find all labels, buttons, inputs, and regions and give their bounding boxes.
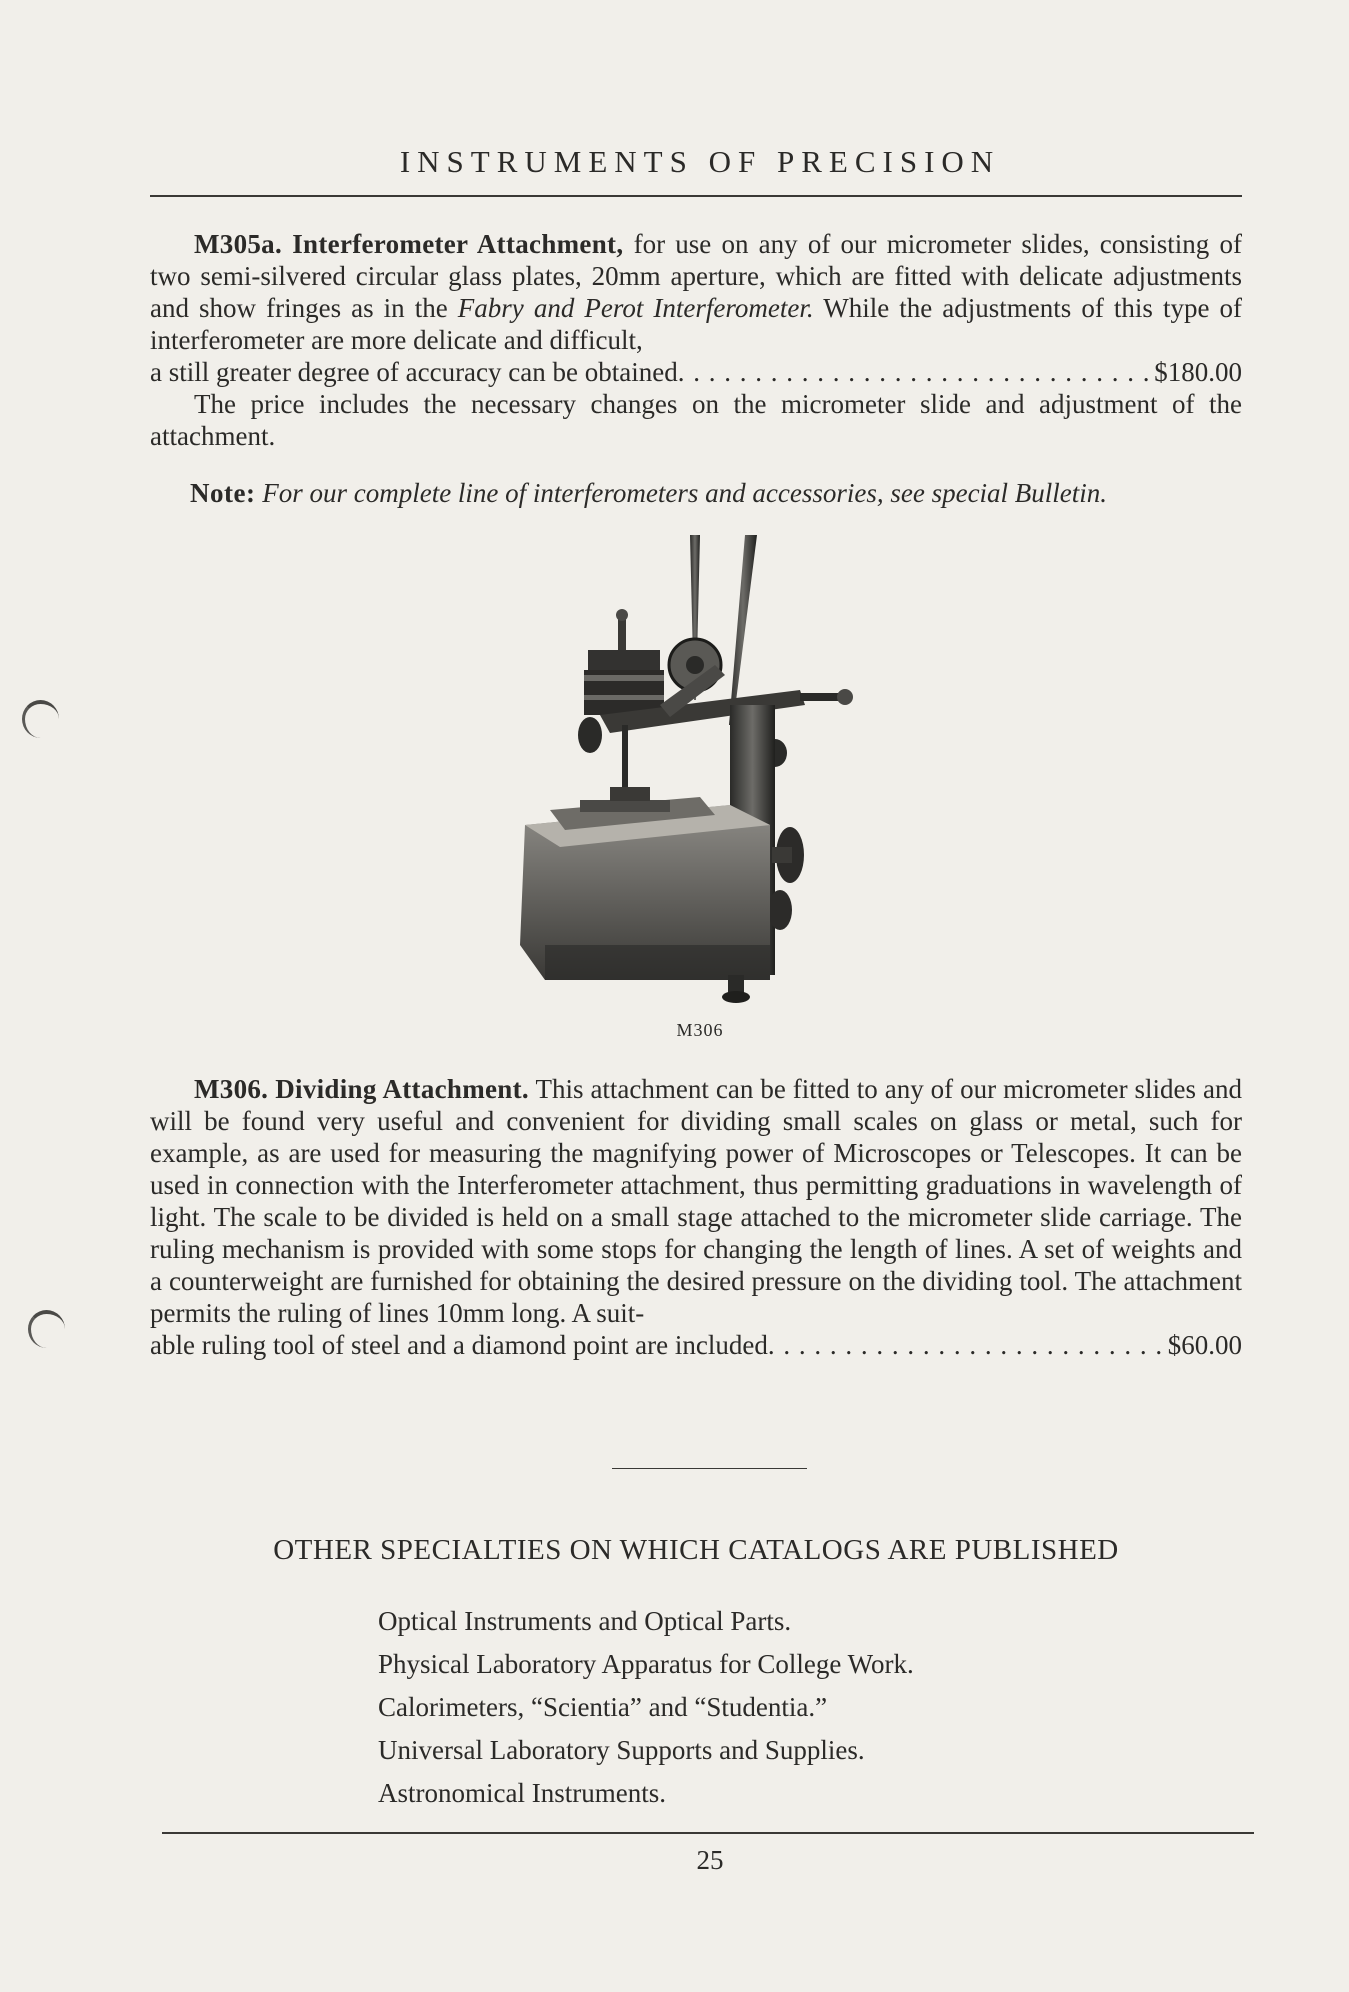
page-number: 25	[696, 1845, 724, 1875]
m305a-text-italic: Fabry and Perot Interferometer.	[457, 293, 814, 323]
m305a-number: M305a.	[194, 229, 283, 259]
note	[190, 478, 1107, 509]
m306-number: M306.	[194, 1074, 269, 1104]
specialties-list	[378, 1600, 914, 1815]
binder-hole	[28, 1310, 65, 1348]
m305a-price-text: a still greater degree of accuracy can be obtained	[150, 357, 678, 387]
footer-rule	[162, 1832, 1254, 1834]
dot-leader	[678, 356, 1155, 388]
list-item: Astronomical Instruments.	[378, 1778, 666, 1808]
m305a-price: $180.00	[1154, 357, 1242, 387]
dot-leader	[768, 1329, 1168, 1361]
section-divider	[612, 1468, 807, 1469]
header-rule	[150, 195, 1242, 197]
list-item: Calorimeters, “Scientia” and “Studentia.”	[378, 1692, 828, 1722]
binder-hole	[22, 700, 59, 738]
m306-price-text: able ruling tool of steel and a diamond point are included	[150, 1330, 768, 1360]
m305a-text-cont: While the adjustments of this type of interferometer are more delicate and difficult,	[150, 293, 1242, 355]
running-head: INSTRUMENTS OF PRECISION	[399, 144, 1001, 179]
m305a-price-note: The price includes the necessary changes on the micrometer slide and adjustment of the attachment.	[150, 389, 1242, 451]
m306-price-line	[150, 1329, 1242, 1361]
note-text: For our complete line of interferometers and accessories, see special Bulletin.	[262, 478, 1108, 508]
note-label: Note:	[190, 478, 256, 508]
m306-title: Dividing Attachment.	[275, 1074, 529, 1104]
m305a-text: for use on any of our micrometer slides, consisting of two semi-silvered circular glass plates, 20mm aperture, which are fitted with delicate adjustments and show fringes as in the	[150, 229, 1242, 323]
list-item: Physical Laboratory Apparatus for College Work.	[378, 1649, 914, 1679]
figure-caption: M306	[676, 1020, 724, 1040]
m305a-title: Interferometer Attachment,	[292, 229, 624, 259]
list-item: Optical Instruments and Optical Parts.	[378, 1606, 792, 1636]
m306-entry	[150, 1073, 1242, 1361]
m305a-entry	[150, 228, 1242, 452]
dividing-attachment-photo	[500, 525, 900, 1010]
m306-price: $60.00	[1167, 1330, 1242, 1360]
m306-text: This attachment can be fitted to any of our micrometer slides and will be found very useful and convenient for dividing small scales on glass or metal, such for example, as are used for measuring the magnifying power of Microscopes or Telescopes. It can be used in connection with the Interferometer attachment, thus permitting graduations in wavelength of light. The scale to be divided is held on a small stage attached to the micrometer slide carriage. The ruling mechanism is provided with some stops for changing the length of lines. A set of weights and a counterweight are furnished for obtaining the desired pressure on the dividing tool. The attachment permits the ruling of lines 10mm long. A suit-	[150, 1074, 1243, 1328]
list-item: Universal Laboratory Supports and Supplies.	[378, 1735, 865, 1765]
m305a-price-line	[150, 356, 1242, 388]
specialties-heading: OTHER SPECIALTIES ON WHICH CATALOGS ARE PUBLISHED	[273, 1534, 1119, 1566]
